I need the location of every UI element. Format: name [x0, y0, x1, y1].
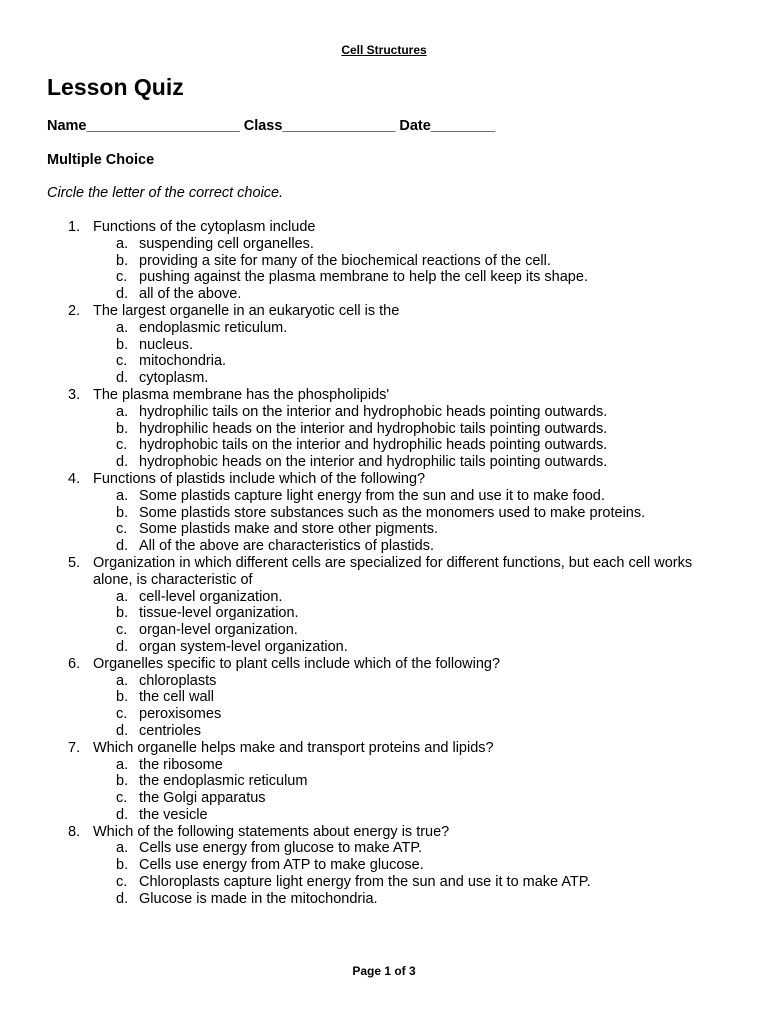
- choice-text: all of the above.: [139, 286, 242, 303]
- choice-letter: b.: [116, 857, 129, 874]
- choice-text: the ribosome: [139, 756, 223, 773]
- answer-choice: [0, 874, 768, 891]
- question-text: Functions of the cytoplasm include: [93, 219, 316, 235]
- answer-choice: [0, 790, 768, 807]
- answer-choice: [0, 505, 768, 522]
- answer-choice: [0, 404, 768, 421]
- question-text: The plasma membrane has the phospholipids': [93, 386, 390, 403]
- choice-letter: a.: [116, 588, 129, 605]
- choice-letter: a.: [116, 487, 129, 504]
- answer-choice: [0, 891, 768, 908]
- answer-choice: [0, 689, 768, 706]
- question: [0, 740, 768, 757]
- answer-choice: [0, 773, 768, 790]
- choice-text: the Golgi apparatus: [139, 790, 266, 807]
- page-number: Page 1 of 3: [352, 964, 416, 978]
- choice-letter: d.: [116, 638, 129, 655]
- answer-choice: [0, 320, 768, 337]
- answer-choice: [0, 421, 768, 438]
- question: [0, 303, 768, 320]
- choice-letter: d.: [116, 722, 129, 739]
- choice-letter: b.: [116, 252, 129, 269]
- choice-letter: d.: [116, 890, 129, 907]
- choice-text: hydrophilic heads on the interior and hydrophobic tails pointing outwards.: [139, 420, 608, 437]
- question-number: 6.: [68, 655, 81, 672]
- answer-choice: [0, 622, 768, 639]
- question-text: The largest organelle in an eukaryotic cell is the: [93, 302, 400, 319]
- answer-choice: [0, 706, 768, 723]
- choice-letter: c.: [116, 706, 128, 723]
- choice-text: organ-level organization.: [139, 622, 298, 639]
- choice-text: providing a site for many of the biochemical reactions of the cell.: [139, 252, 551, 269]
- answer-choice: [0, 353, 768, 370]
- answer-choice: [0, 337, 768, 354]
- choice-letter: c.: [116, 437, 128, 454]
- question-number: 8.: [68, 823, 81, 840]
- answer-choice: [0, 454, 768, 471]
- question-text: Which of the following statements about energy is true?: [93, 823, 450, 840]
- choice-text: chloroplasts: [139, 672, 217, 689]
- choice-letter: b.: [116, 504, 129, 521]
- choice-letter: a.: [116, 672, 129, 689]
- choice-text: Chloroplasts capture light energy from the sun and use it to make ATP.: [139, 874, 591, 891]
- choice-text: cytoplasm.: [139, 370, 209, 387]
- question-text: Organization in which different cells are specialized for different functions, but each cell works alone, is characteristic of: [93, 554, 693, 588]
- question-number: 7.: [68, 739, 81, 756]
- choice-letter: c.: [116, 353, 128, 370]
- choice-letter: a.: [116, 840, 129, 857]
- choice-letter: c.: [116, 622, 128, 639]
- choice-letter: a.: [116, 319, 129, 336]
- choice-letter: c.: [116, 874, 128, 891]
- choice-letter: d.: [116, 286, 129, 303]
- choice-text: organ system-level organization.: [139, 638, 348, 655]
- answer-choice: [0, 807, 768, 824]
- question: [0, 219, 768, 236]
- question-number: 2.: [68, 302, 81, 319]
- answer-choice: [0, 236, 768, 253]
- question: [0, 656, 768, 673]
- answer-choice: [0, 437, 768, 454]
- choice-letter: a.: [116, 235, 129, 252]
- choice-text: Some plastids store substances such as the monomers used to make proteins.: [139, 504, 646, 521]
- choice-letter: d.: [116, 370, 129, 387]
- choice-text: the vesicle: [139, 806, 208, 823]
- choice-text: suspending cell organelles.: [139, 235, 314, 252]
- choice-text: tissue-level organization.: [139, 605, 299, 622]
- choice-text: All of the above are characteristics of plastids.: [139, 538, 434, 555]
- answer-choice: [0, 521, 768, 538]
- answer-choice: [0, 673, 768, 690]
- page-header: Cell Structures: [341, 43, 427, 57]
- answer-choice: [0, 840, 768, 857]
- choice-letter: b.: [116, 605, 129, 622]
- choice-letter: d.: [116, 454, 129, 471]
- choice-text: Cells use energy from glucose to make ATP.: [139, 840, 423, 857]
- answer-choice: [0, 639, 768, 656]
- choice-text: mitochondria.: [139, 353, 227, 370]
- question: [0, 387, 768, 404]
- answer-choice: [0, 488, 768, 505]
- answer-choice: [0, 757, 768, 774]
- choice-letter: b.: [116, 420, 129, 437]
- choice-text: pushing against the plasma membrane to help the cell keep its shape.: [139, 269, 588, 286]
- answer-choice: [0, 253, 768, 270]
- choice-letter: c.: [116, 790, 128, 807]
- choice-text: peroxisomes: [139, 706, 222, 723]
- choice-letter: b.: [116, 689, 129, 706]
- section-heading: Multiple Choice: [47, 152, 155, 168]
- answer-choice: [0, 589, 768, 606]
- choice-letter: a.: [116, 756, 129, 773]
- choice-text: Glucose is made in the mitochondria.: [139, 890, 378, 907]
- answer-choice: [0, 723, 768, 740]
- choice-text: endoplasmic reticulum.: [139, 319, 288, 336]
- question: [0, 824, 768, 841]
- choice-letter: b.: [116, 336, 129, 353]
- question-number: 1.: [68, 219, 81, 235]
- question-text: Which organelle helps make and transport proteins and lipids?: [93, 739, 494, 756]
- choice-text: hydrophobic heads on the interior and hydrophilic tails pointing outwards.: [139, 454, 608, 471]
- question-text: Organelles specific to plant cells include which of the following?: [93, 655, 501, 672]
- answer-choice: [0, 286, 768, 303]
- choice-text: the cell wall: [139, 689, 214, 706]
- choice-text: nucleus.: [139, 336, 194, 353]
- question: [0, 555, 768, 589]
- choice-text: hydrophilic tails on the interior and hydrophobic heads pointing outwards.: [139, 403, 608, 420]
- choice-letter: c.: [116, 521, 128, 538]
- choice-text: cell-level organization.: [139, 588, 283, 605]
- answer-choice: [0, 370, 768, 387]
- choice-text: hydrophobic tails on the interior and hydrophilic heads pointing outwards.: [139, 437, 608, 454]
- choice-letter: c.: [116, 269, 128, 286]
- choice-letter: a.: [116, 403, 129, 420]
- choice-letter: d.: [116, 806, 129, 823]
- question-number: 4.: [68, 470, 81, 487]
- answer-choice: [0, 605, 768, 622]
- choice-text: Some plastids make and store other pigments.: [139, 521, 439, 538]
- page-title: Lesson Quiz: [47, 74, 184, 100]
- question-number: 3.: [68, 386, 81, 403]
- question-text: Functions of plastids include which of the following?: [93, 470, 426, 487]
- choice-text: centrioles: [139, 722, 202, 739]
- question: [0, 471, 768, 488]
- instructions: Circle the letter of the correct choice.: [47, 185, 284, 201]
- choice-text: Some plastids capture light energy from the sun and use it to make food.: [139, 487, 605, 504]
- question-number: 5.: [68, 554, 81, 571]
- choice-text: the endoplasmic reticulum: [139, 773, 308, 790]
- answer-choice: [0, 269, 768, 286]
- choice-letter: b.: [116, 773, 129, 790]
- name-class-date-line: Name___________________ Class______________ Date________: [47, 118, 496, 134]
- answer-choice: [0, 857, 768, 874]
- question-list: [0, 219, 768, 908]
- answer-choice: [0, 538, 768, 555]
- choice-letter: d.: [116, 538, 129, 555]
- choice-text: Cells use energy from ATP to make glucose.: [139, 857, 424, 874]
